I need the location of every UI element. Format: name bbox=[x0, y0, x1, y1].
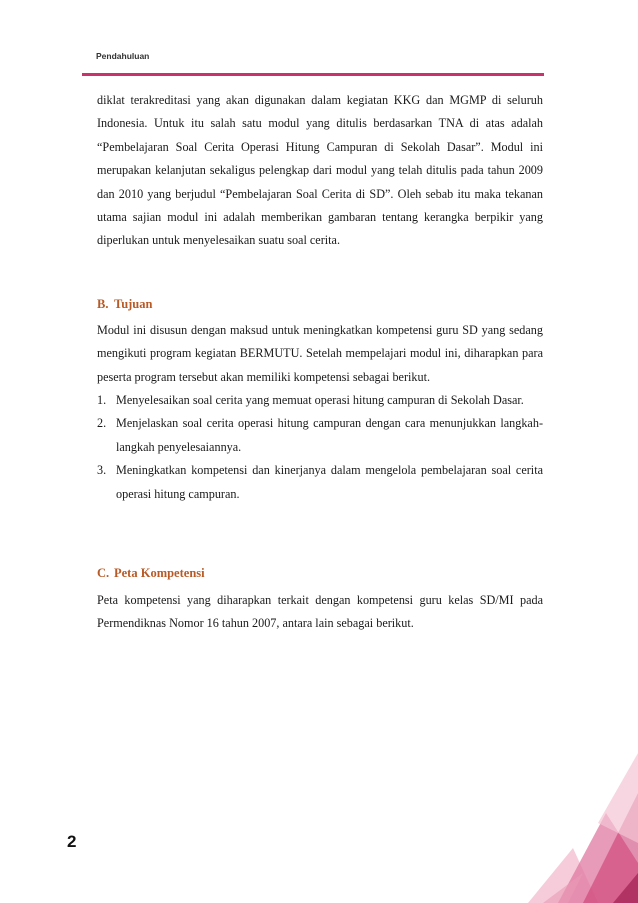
section-b-letter: B. bbox=[97, 297, 109, 311]
page-number: 2 bbox=[67, 832, 77, 851]
section-c-heading bbox=[97, 566, 205, 581]
section-c-paragraph: Peta kompetensi yang diharapkan terkait dengan kompetensi guru kelas SD/MI pada Permendiknas Nomor 16 tahun 2007, antara lain sebagai berikut. bbox=[97, 593, 543, 631]
list-item-text: Meningkatkan kompetensi dan kinerjanya dalam mengelola pembelajaran soal cerita operasi hitung campuran. bbox=[116, 463, 543, 501]
section-b-heading bbox=[97, 297, 152, 312]
list-item-text: Menyelesaikan soal cerita yang memuat operasi hitung campuran di Sekolah Dasar. bbox=[116, 393, 524, 407]
list-item-text: Menjelaskan soal cerita operasi hitung campuran dengan cara menunjukkan langkah-langkah penyelesaiannya. bbox=[116, 416, 543, 454]
list-item-number: 3. bbox=[97, 463, 107, 478]
header-divider bbox=[82, 73, 544, 76]
list-item bbox=[97, 459, 543, 506]
list-item bbox=[97, 412, 543, 459]
intro-paragraph: diklat terakreditasi yang akan digunakan dalam kegiatan KKG dan MGMP di seluruh Indonesia. Untuk itu salah satu modul yang ditulis berdasarkan TNA di atas adalah “Pembelajaran Soal Cerita Operasi Hitung Campuran di Sekolah Dasar”. Modul ini merupakan kelanjutan sekaligus pelengkap dari modul yang telah ditulis pada tahun 2009 dan 2010 yang berjudul “Pembelajaran Soal Cerita di SD”. Oleh sebab itu maka tekanan utama sajian modul ini adalah memberikan gambaran tentang kerangka berpikir yang diperlukan untuk menyelesaikan suatu soal cerita. bbox=[97, 93, 543, 248]
section-c-letter: C. bbox=[97, 566, 110, 580]
list-item bbox=[97, 389, 543, 412]
section-b-title: Tujuan bbox=[114, 297, 153, 311]
list-item-number: 1. bbox=[97, 393, 107, 407]
section-c-title: Peta Kompetensi bbox=[114, 566, 205, 580]
list-item-number: 2. bbox=[97, 416, 107, 431]
objectives-list bbox=[97, 389, 543, 506]
running-header: Pendahuluan bbox=[96, 51, 150, 61]
section-b-paragraph: Modul ini disusun dengan maksud untuk meningkatkan kompetensi guru SD yang sedang mengikuti program kegiatan BERMUTU. Setelah mempelajari modul ini, diharapkan para peserta program tersebut akan memiliki kompetensi sebagai berikut. bbox=[97, 323, 543, 384]
decorative-corner-graphic bbox=[488, 753, 638, 903]
